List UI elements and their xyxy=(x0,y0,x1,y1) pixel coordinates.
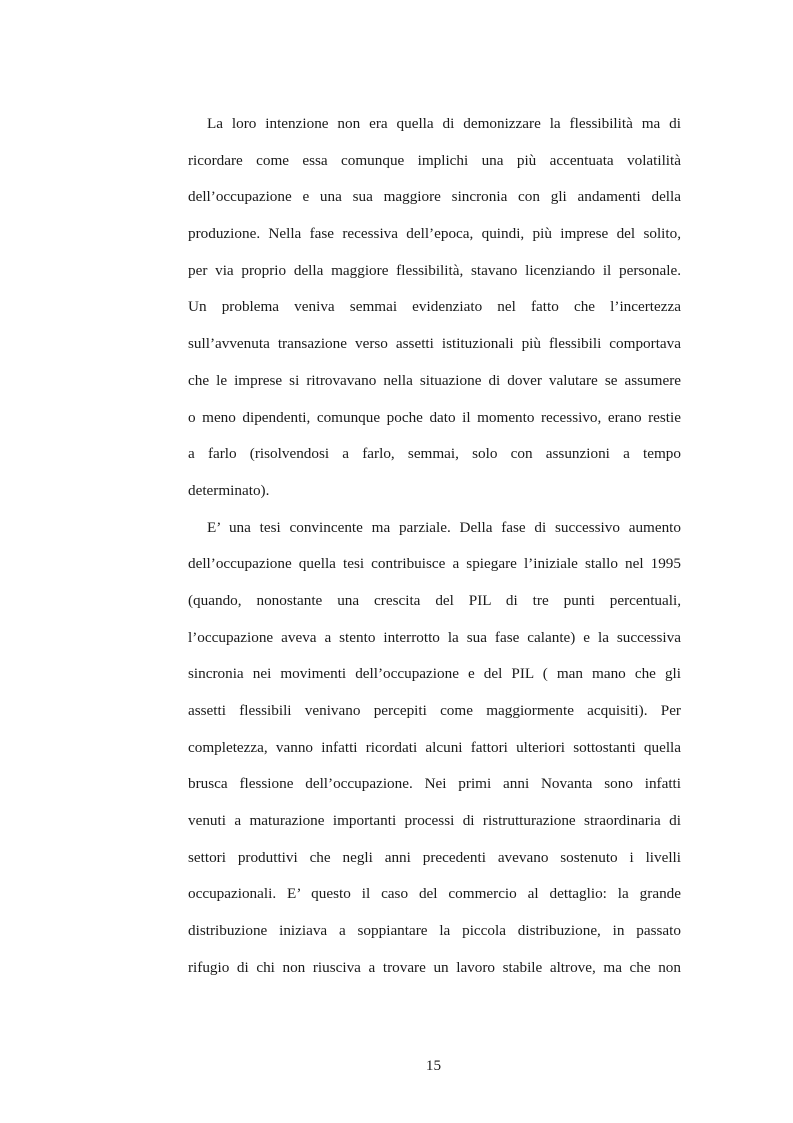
text-line: occupazionali. E’ questo il caso del commercio al dettaglio: la grande xyxy=(188,885,681,903)
text-line: completezza, vanno infatti ricordati alcuni fattori ulteriori sottostanti quella xyxy=(188,738,681,756)
text-line: La loro intenzione non era quella di demonizzare la flessibilità ma di xyxy=(207,115,681,132)
text-line: distribuzione iniziava a soppiantare la piccola distribuzione, in passato xyxy=(188,922,681,940)
text-line: produzione. Nella fase recessiva dell’epoca, quindi, più imprese del solito, xyxy=(188,225,681,243)
page-number: 15 xyxy=(425,1057,442,1074)
text-line: E’ una tesi convincente ma parziale. Della fase di successivo aumento xyxy=(207,518,681,536)
page-body xyxy=(188,106,681,987)
text-line: per via proprio della maggiore flessibilità, stavano licenziando il personale. xyxy=(188,261,681,279)
text-line: sull’avvenuta transazione verso assetti istituzionali più flessibili comportava xyxy=(188,335,681,353)
text-line: determinato). xyxy=(188,481,270,499)
text-line: dell’occupazione e una sua maggiore sincronia con gli andamenti della xyxy=(188,188,681,206)
paragraph-1 xyxy=(188,106,681,510)
text-line: venuti a maturazione importanti processi di ristrutturazione straordinaria di xyxy=(188,812,681,830)
text-line: l’occupazione aveva a stento interrotto la sua fase calante) e la successiva xyxy=(188,628,681,646)
text-line: sincronia nei movimenti dell’occupazione e del PIL ( man mano che gli xyxy=(188,665,681,683)
text-line: Un problema veniva semmai evidenziato nel fatto che l’incertezza xyxy=(188,298,681,316)
text-line: assetti flessibili venivano percepiti come maggiormente acquisiti). Per xyxy=(188,702,681,719)
text-line: a farlo (risolvendosi a farlo, semmai, solo con assunzioni a tempo xyxy=(188,445,681,463)
text-line: ricordare come essa comunque implichi una più accentuata volatilità xyxy=(188,151,681,169)
text-line: settori produttivi che negli anni precedenti avevano sostenuto i livelli xyxy=(188,848,681,866)
text-line: dell’occupazione quella tesi contribuisce a spiegare l’iniziale stallo nel 1995 xyxy=(188,555,681,573)
text-line: rifugio di chi non riusciva a trovare un lavoro stabile altrove, ma che non xyxy=(188,958,681,976)
text-line: che le imprese si ritrovavano nella situazione di dover valutare se assumere xyxy=(188,371,681,389)
text-line: (quando, nonostante una crescita del PIL di tre punti percentuali, xyxy=(188,591,681,609)
text-line: brusca flessione dell’occupazione. Nei primi anni Novanta sono infatti xyxy=(188,775,681,793)
text-line: o meno dipendenti, comunque poche dato il momento recessivo, erano restie xyxy=(188,408,681,426)
paragraph-2 xyxy=(188,510,681,987)
